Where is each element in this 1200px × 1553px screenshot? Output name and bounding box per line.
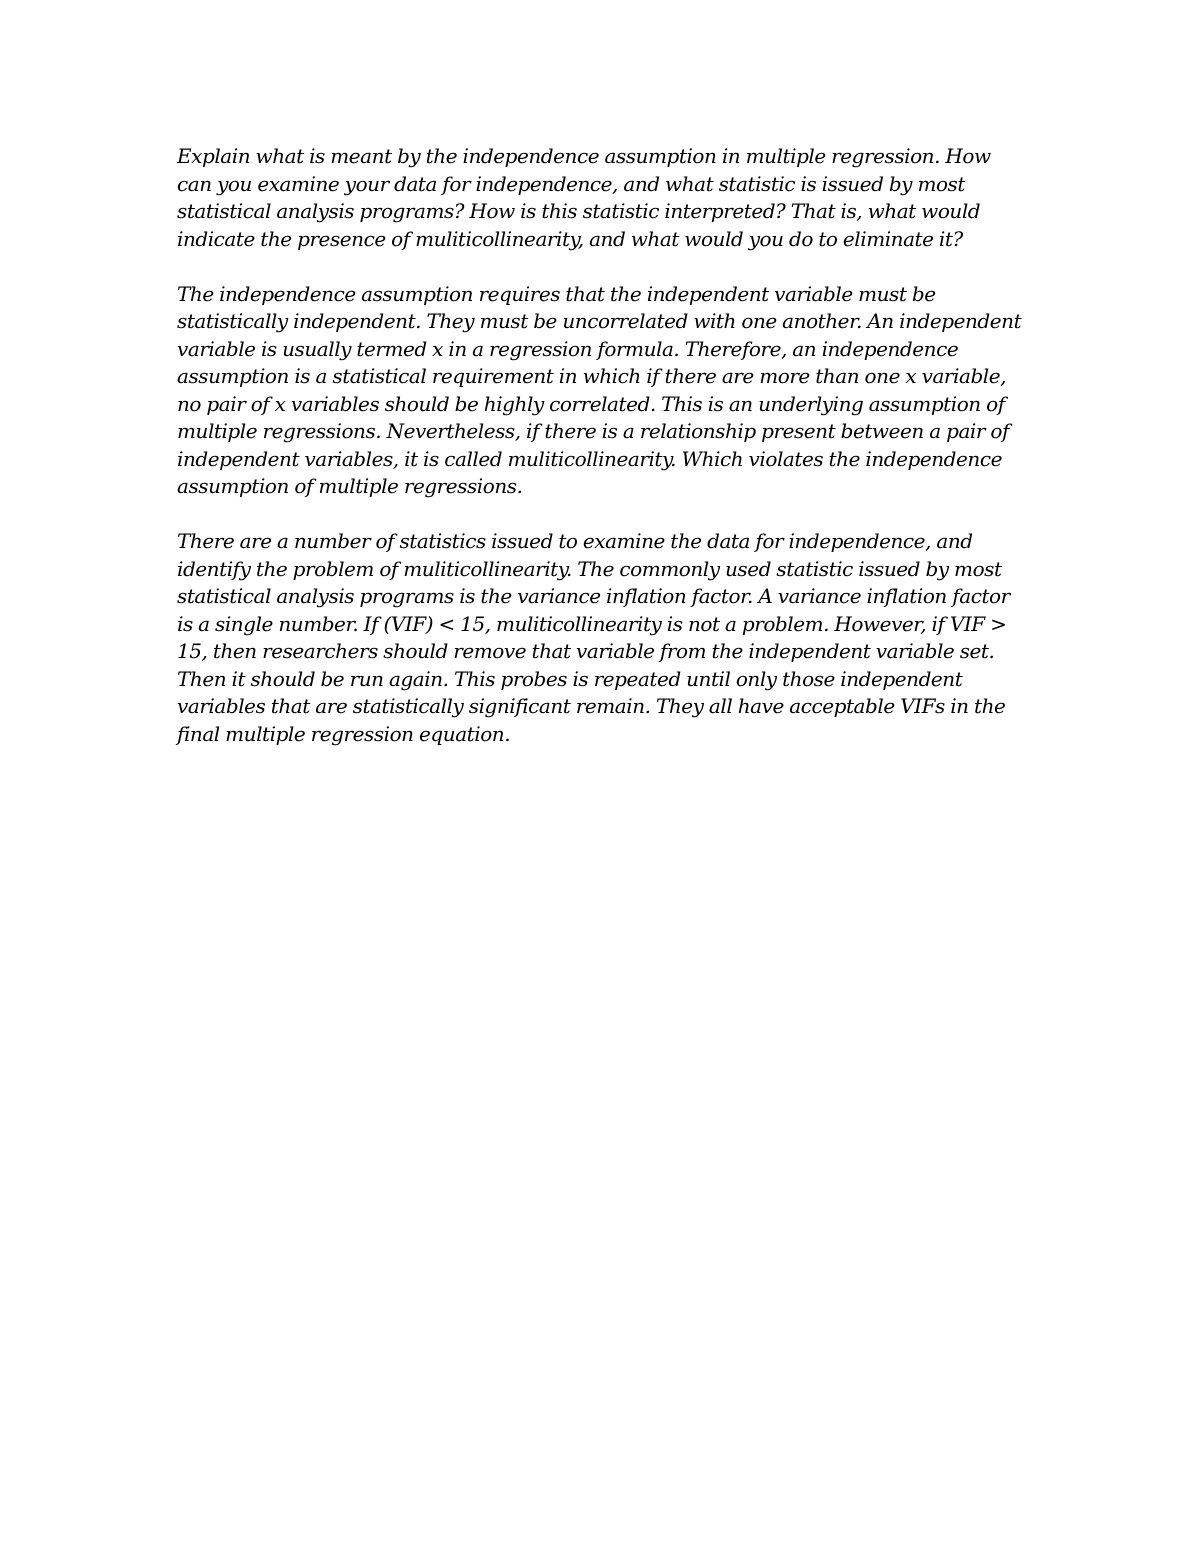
paragraph-question xyxy=(177,143,1037,253)
text-line: variable is usually termed x in a regression formula. Therefore, an independence xyxy=(177,336,959,361)
text-line: identify the problem of muliticollinearity. The commonly used statistic issued by most xyxy=(177,556,1002,581)
text-line: The independence assumption requires that the independent variable must be xyxy=(177,281,936,306)
text-line: Explain what is meant by the independence assumption in multiple regression. How xyxy=(177,144,991,168)
text-line: multiple regressions. Nevertheless, if there is a relationship present between a pair of xyxy=(177,419,1009,443)
text-line: final multiple regression equation. xyxy=(177,721,511,746)
text-line: no pair of x variables should be highly correlated. This is an underlying assumption of xyxy=(177,391,1005,416)
text-line: assumption of multiple regressions. xyxy=(177,474,523,498)
text-line: 15, then researchers should remove that variable from the independent variable set. xyxy=(177,639,995,663)
text-line: can you examine your data for independence, and what statistic is issued by most xyxy=(177,171,965,196)
text-line: is a single number. If (VIF) < 15, muliticollinearity is not a problem. However, if VIF > xyxy=(177,611,1007,636)
document-body xyxy=(177,143,1037,776)
text-line: Then it should be run again. This probes is repeated until only those independent xyxy=(177,666,963,691)
text-line: independent variables, it is called muliticollinearity. Which violates the independence xyxy=(177,446,1002,471)
text-line: assumption is a statistical requirement in which if there are more than one x variable, xyxy=(177,364,1007,388)
paragraph-independence-assumption xyxy=(177,281,1037,501)
text-line: statistical analysis programs? How is this statistic interpreted? That is, what would xyxy=(177,199,981,223)
text-line: statistically independent. They must be uncorrelated with one another. An independent xyxy=(177,309,1022,333)
text-line: variables that are statistically significant remain. They all have acceptable VIFs in the xyxy=(177,694,1006,718)
text-line: There are a number of statistics issued to examine the data for independence, and xyxy=(177,529,973,553)
text-line: indicate the presence of muliticollinearity, and what would you do to eliminate it? xyxy=(177,226,963,251)
text-line: statistical analysis programs is the variance inflation factor. A variance inflation factor xyxy=(177,584,1010,608)
paragraph-variance-inflation-factor xyxy=(177,528,1037,748)
